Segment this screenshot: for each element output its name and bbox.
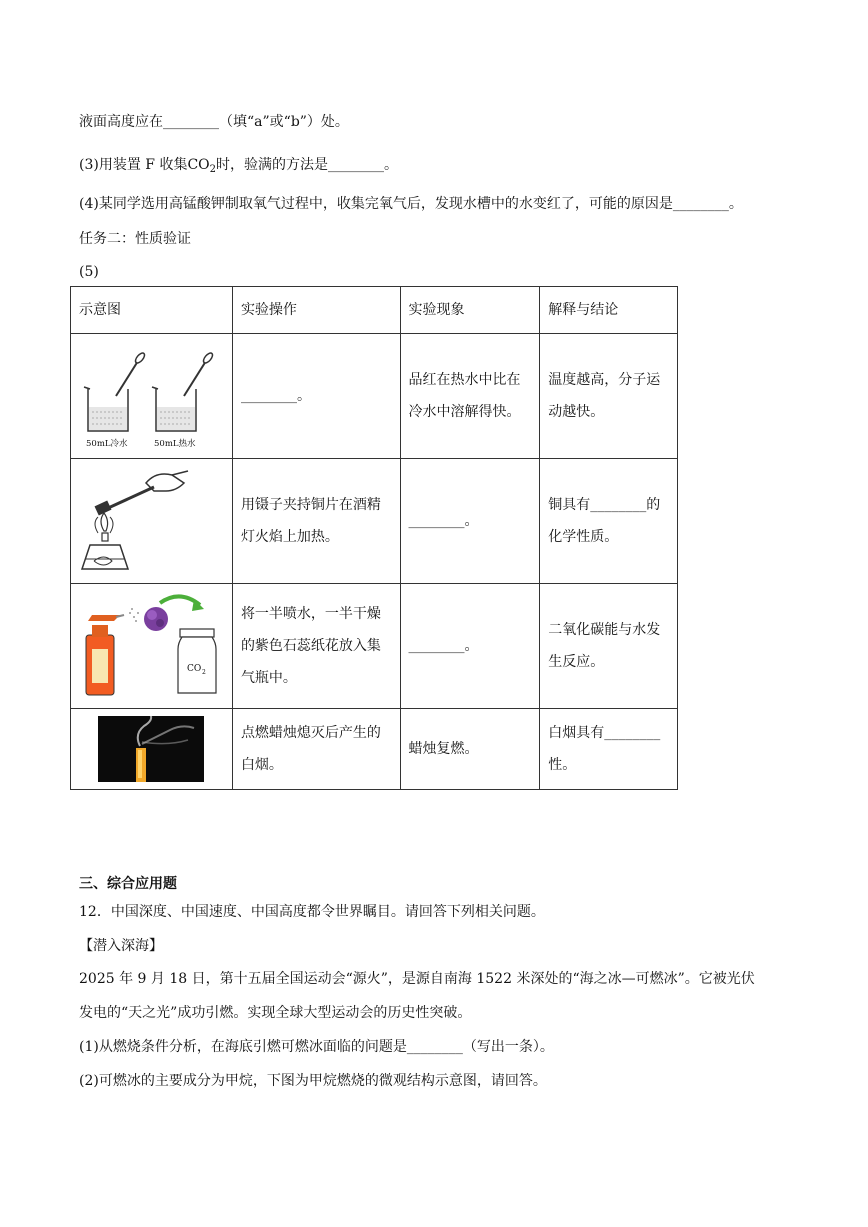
question-line-liquid-level: 液面高度应在________（填“a”或“b”）处。 xyxy=(79,114,349,130)
row4-phenomenon: 蜡烛复燃。 xyxy=(400,709,540,790)
section-3-title: 三、综合应用题 xyxy=(79,876,177,892)
copper-heating-figure xyxy=(71,459,233,584)
paragraph-line-2: 发电的“天之光”成功引燃。实现全球大型运动会的历史性突破。 xyxy=(79,1005,472,1021)
hot-water-label: 50mL热水 xyxy=(154,439,196,449)
alcohol-lamp-tweezers-icon xyxy=(76,461,226,581)
question-12: 12．中国深度、中国速度、中国高度都令世界瞩目。请回答下列相关问题。 xyxy=(79,904,545,920)
row1-phenomenon: 品红在热水中比在冷水中溶解得快。 xyxy=(400,334,540,459)
question-4: (4)某同学选用高锰酸钾制取氧气过程中，收集完氧气后，发现水槽中的水变红了，可能的原因是________。 xyxy=(79,196,743,212)
paragraph-line-1: 2025 年 9 月 18 日，第十五届全国运动会“源火”，是源自南海 1522 米深处的“海之冰—可燃冰”。它被光伏 xyxy=(79,971,755,987)
header-phenomenon: 实验现象 xyxy=(400,287,540,334)
beakers-with-spoons-icon xyxy=(76,341,226,451)
candle-smoke-photo-icon xyxy=(98,716,204,782)
beaker-figure xyxy=(71,334,233,459)
row1-operation: ________。 xyxy=(232,334,400,459)
experiment-table xyxy=(70,286,678,790)
question-3 xyxy=(79,155,398,180)
co2-jar-subscript: 2 xyxy=(202,669,207,676)
question-12-2: (2)可燃冰的主要成分为甲烷，下图为甲烷燃烧的微观结构示意图，请回答。 xyxy=(79,1073,547,1089)
spray-bottle-flower-jar-icon xyxy=(76,591,226,701)
row1-conclusion: 温度越高，分子运动越快。 xyxy=(540,334,678,459)
row2-phenomenon: ________。 xyxy=(400,459,540,584)
candle-figure xyxy=(71,709,233,790)
row3-conclusion: 二氧化碳能与水发生反应。 xyxy=(540,584,678,709)
question-3-prefix: (3)用装置 F 收集 xyxy=(79,157,188,173)
row2-operation: 用镊子夹持铜片在酒精灯火焰上加热。 xyxy=(232,459,400,584)
question-3-suffix: 时，验满的方法是________。 xyxy=(216,157,399,173)
header-figure: 示意图 xyxy=(71,287,233,334)
task-2-heading: 任务二：性质验证 xyxy=(79,231,191,247)
litmus-flower-figure xyxy=(71,584,233,709)
table-header-row xyxy=(71,287,678,334)
cold-water-label: 50mL冷水 xyxy=(86,439,128,449)
row3-phenomenon: ________。 xyxy=(400,584,540,709)
row4-conclusion: 白烟具有________性。 xyxy=(540,709,678,790)
co2-jar-label: CO xyxy=(187,664,202,674)
question-12-1: (1)从燃烧条件分析，在海底引燃可燃冰面临的问题是________（写出一条）。 xyxy=(79,1039,554,1055)
row4-operation: 点燃蜡烛熄灭后产生的白烟。 xyxy=(232,709,400,790)
question-5-label: (5) xyxy=(79,264,99,280)
table-row xyxy=(71,709,678,790)
table-row xyxy=(71,584,678,709)
row2-conclusion: 铜具有________的化学性质。 xyxy=(540,459,678,584)
table-row xyxy=(71,459,678,584)
header-conclusion: 解释与结论 xyxy=(540,287,678,334)
row3-operation: 将一半喷水，一半干燥的紫色石蕊纸花放入集气瓶中。 xyxy=(232,584,400,709)
header-operation: 实验操作 xyxy=(232,287,400,334)
subsection-deep-sea: 【潜入深海】 xyxy=(79,938,163,954)
table-row xyxy=(71,334,678,459)
co2-formula: $CO_2$ xyxy=(187,157,217,175)
